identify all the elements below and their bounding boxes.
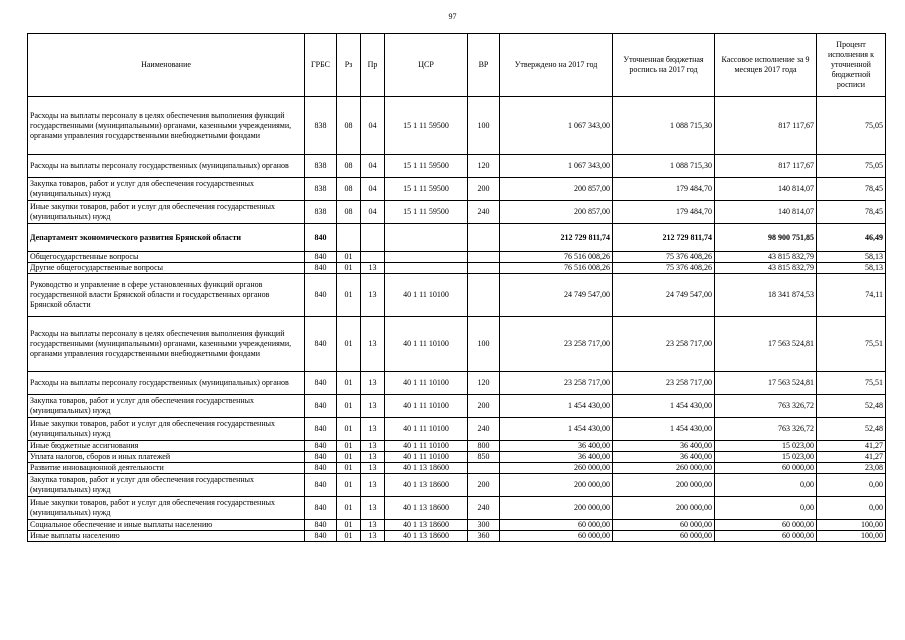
cell-name: Социальное обеспечение и иные выплаты населению [28,520,305,531]
cell-pr: 04 [361,97,385,155]
cell-cash: 140 814,07 [715,178,817,201]
cell-vr [468,252,500,263]
cell-rz: 08 [337,155,361,178]
cell-cash: 763 326,72 [715,418,817,441]
cell-grbs: 840 [305,463,337,474]
cell-vr: 200 [468,474,500,497]
cell-percent: 52,48 [817,418,886,441]
cell-csr: 40 1 11 10100 [385,274,468,317]
table-row [28,317,886,372]
table-row [28,274,886,317]
cell-rz: 01 [337,317,361,372]
cell-rz: 01 [337,520,361,531]
cell-name: Другие общегосударственные вопросы [28,263,305,274]
cell-rz: 08 [337,97,361,155]
table-row [28,441,886,452]
cell-csr: 40 1 11 10100 [385,452,468,463]
cell-vr: 200 [468,395,500,418]
header-approved: Утверждено на 2017 год [500,34,613,97]
header-rz: Рз [337,34,361,97]
cell-approved: 76 516 008,26 [500,252,613,263]
cell-vr: 120 [468,155,500,178]
cell-percent: 0,00 [817,497,886,520]
cell-grbs: 840 [305,224,337,252]
cell-pr: 13 [361,395,385,418]
cell-grbs: 838 [305,97,337,155]
cell-vr: 300 [468,520,500,531]
cell-csr: 40 1 11 10100 [385,441,468,452]
cell-csr: 40 1 13 18600 [385,497,468,520]
cell-grbs: 840 [305,252,337,263]
header-name: Наименование [28,34,305,97]
cell-cash: 140 814,07 [715,201,817,224]
cell-pr: 13 [361,452,385,463]
cell-vr [468,224,500,252]
cell-refined: 36 400,00 [613,452,715,463]
cell-grbs: 838 [305,201,337,224]
cell-pr [361,252,385,263]
header-refined: Уточненная бюджетная роспись на 2017 год [613,34,715,97]
cell-cash: 0,00 [715,497,817,520]
cell-vr: 360 [468,531,500,542]
table-row [28,178,886,201]
cell-pr: 04 [361,201,385,224]
cell-refined: 75 376 408,26 [613,252,715,263]
cell-csr: 40 1 13 18600 [385,531,468,542]
cell-percent: 100,00 [817,520,886,531]
cell-pr: 04 [361,155,385,178]
cell-cash: 817 117,67 [715,155,817,178]
cell-grbs: 840 [305,395,337,418]
cell-pr: 13 [361,520,385,531]
cell-refined: 60 000,00 [613,531,715,542]
cell-pr: 13 [361,274,385,317]
cell-name: Расходы на выплаты персоналу государственных (муниципальных) органов [28,155,305,178]
cell-refined: 179 484,70 [613,178,715,201]
cell-pr: 13 [361,263,385,274]
cell-name: Руководство и управление в сфере установленных функций органов государственной власти Брянской области и государственных органов Брянской области [28,274,305,317]
cell-approved: 1 067 343,00 [500,155,613,178]
cell-refined: 36 400,00 [613,441,715,452]
cell-csr: 40 1 13 18600 [385,474,468,497]
cell-pr: 13 [361,441,385,452]
cell-vr: 800 [468,441,500,452]
cell-name: Иные закупки товаров, работ и услуг для обеспечения государственных (муниципальных) нужд [28,418,305,441]
table-row [28,531,886,542]
cell-pr: 13 [361,372,385,395]
cell-rz: 01 [337,452,361,463]
cell-csr: 15 1 11 59500 [385,97,468,155]
cell-name: Иные закупки товаров, работ и услуг для обеспечения государственных (муниципальных) нужд [28,497,305,520]
cell-refined: 179 484,70 [613,201,715,224]
table-row [28,224,886,252]
cell-approved: 76 516 008,26 [500,263,613,274]
cell-name: Расходы на выплаты персоналу в целях обеспечения выполнения функций государственными (муниципальными) органами, казенными учреждениями, органами управления государственными внебюджетными фондами [28,97,305,155]
cell-approved: 36 400,00 [500,452,613,463]
cell-csr [385,252,468,263]
cell-cash: 60 000,00 [715,520,817,531]
cell-grbs: 838 [305,178,337,201]
cell-vr [468,263,500,274]
cell-name: Закупка товаров, работ и услуг для обеспечения государственных (муниципальных) нужд [28,395,305,418]
cell-approved: 200 000,00 [500,474,613,497]
cell-pr: 13 [361,317,385,372]
cell-approved: 60 000,00 [500,520,613,531]
cell-pr: 13 [361,418,385,441]
cell-rz: 01 [337,418,361,441]
cell-refined: 260 000,00 [613,463,715,474]
cell-grbs: 840 [305,497,337,520]
cell-percent: 75,51 [817,317,886,372]
cell-approved: 1 454 430,00 [500,395,613,418]
cell-cash: 60 000,00 [715,531,817,542]
cell-cash: 817 117,67 [715,97,817,155]
cell-pr: 04 [361,178,385,201]
cell-refined: 75 376 408,26 [613,263,715,274]
cell-percent: 78,45 [817,178,886,201]
cell-approved: 23 258 717,00 [500,372,613,395]
cell-vr: 240 [468,418,500,441]
cell-name: Уплата налогов, сборов и иных платежей [28,452,305,463]
cell-refined: 200 000,00 [613,497,715,520]
cell-approved: 60 000,00 [500,531,613,542]
cell-grbs: 838 [305,155,337,178]
cell-percent: 100,00 [817,531,886,542]
cell-pr: 13 [361,497,385,520]
header-percent: Процент исполнения к уточненной бюджетной росписи [817,34,886,97]
cell-approved: 200 000,00 [500,497,613,520]
cell-vr: 850 [468,452,500,463]
cell-cash: 15 023,00 [715,441,817,452]
cell-refined: 24 749 547,00 [613,274,715,317]
cell-grbs: 840 [305,317,337,372]
cell-rz: 08 [337,178,361,201]
cell-rz: 01 [337,372,361,395]
cell-grbs: 840 [305,441,337,452]
cell-percent: 23,08 [817,463,886,474]
header-pr: Пр [361,34,385,97]
cell-approved: 24 749 547,00 [500,274,613,317]
cell-csr: 40 1 11 10100 [385,317,468,372]
cell-pr: 13 [361,531,385,542]
cell-percent: 75,05 [817,155,886,178]
cell-approved: 200 857,00 [500,178,613,201]
cell-rz: 01 [337,463,361,474]
cell-percent: 74,11 [817,274,886,317]
cell-rz: 08 [337,201,361,224]
cell-cash: 43 815 832,79 [715,252,817,263]
cell-vr: 240 [468,201,500,224]
cell-csr: 15 1 11 59500 [385,201,468,224]
cell-rz: 01 [337,395,361,418]
cell-pr: 13 [361,463,385,474]
cell-refined: 200 000,00 [613,474,715,497]
table-row [28,463,886,474]
cell-csr: 40 1 11 10100 [385,372,468,395]
cell-percent: 78,45 [817,201,886,224]
cell-cash: 17 563 524,81 [715,317,817,372]
cell-grbs: 840 [305,274,337,317]
header-grbs: ГРБС [305,34,337,97]
cell-rz: 01 [337,497,361,520]
table-row [28,497,886,520]
cell-approved: 1 067 343,00 [500,97,613,155]
cell-approved: 1 454 430,00 [500,418,613,441]
cell-csr [385,263,468,274]
table-row [28,263,886,274]
table-row [28,155,886,178]
cell-rz: 01 [337,263,361,274]
cell-approved: 212 729 811,74 [500,224,613,252]
cell-rz: 01 [337,274,361,317]
cell-vr [468,274,500,317]
cell-name: Департамент экономического развития Брянской области [28,224,305,252]
cell-vr: 100 [468,97,500,155]
cell-pr [361,224,385,252]
budget-table [27,33,886,542]
cell-name: Иные закупки товаров, работ и услуг для обеспечения государственных (муниципальных) нужд [28,201,305,224]
cell-name: Закупка товаров, работ и услуг для обеспечения государственных (муниципальных) нужд [28,474,305,497]
cell-name: Расходы на выплаты персоналу в целях обеспечения выполнения функций государственными (муниципальными) органами, казенными учреждениями, органами управления государственными внебюджетными фондами [28,317,305,372]
cell-refined: 1 454 430,00 [613,395,715,418]
cell-approved: 200 857,00 [500,201,613,224]
cell-percent: 75,51 [817,372,886,395]
cell-name: Иные бюджетные ассигнования [28,441,305,452]
table-header [28,34,886,97]
cell-csr: 15 1 11 59500 [385,155,468,178]
cell-rz: 01 [337,441,361,452]
table-row [28,372,886,395]
table-row [28,252,886,263]
cell-cash: 763 326,72 [715,395,817,418]
cell-percent: 41,27 [817,441,886,452]
cell-cash: 18 341 874,53 [715,274,817,317]
cell-pr: 13 [361,474,385,497]
cell-vr: 120 [468,372,500,395]
cell-grbs: 840 [305,520,337,531]
cell-cash: 43 815 832,79 [715,263,817,274]
cell-vr: 200 [468,178,500,201]
table-row [28,452,886,463]
cell-refined: 60 000,00 [613,520,715,531]
cell-approved: 36 400,00 [500,441,613,452]
header-cash: Кассовое исполнение за 9 месяцев 2017 года [715,34,817,97]
cell-percent: 0,00 [817,474,886,497]
cell-refined: 1 088 715,30 [613,155,715,178]
cell-grbs: 840 [305,474,337,497]
cell-refined: 23 258 717,00 [613,317,715,372]
cell-percent: 52,48 [817,395,886,418]
cell-grbs: 840 [305,418,337,441]
cell-rz: 01 [337,531,361,542]
cell-refined: 23 258 717,00 [613,372,715,395]
cell-cash: 17 563 524,81 [715,372,817,395]
cell-name: Развитие инновационной деятельности [28,463,305,474]
cell-grbs: 840 [305,452,337,463]
table-row [28,474,886,497]
cell-csr: 40 1 11 10100 [385,418,468,441]
cell-csr [385,224,468,252]
cell-vr: 240 [468,497,500,520]
cell-rz: 01 [337,474,361,497]
cell-grbs: 840 [305,372,337,395]
table-row [28,520,886,531]
cell-cash: 0,00 [715,474,817,497]
page-number: 97 [448,12,457,21]
cell-refined: 1 088 715,30 [613,97,715,155]
cell-csr: 15 1 11 59500 [385,178,468,201]
cell-cash: 98 900 751,85 [715,224,817,252]
cell-vr: 100 [468,317,500,372]
cell-rz: 01 [337,252,361,263]
cell-refined: 1 454 430,00 [613,418,715,441]
cell-rz [337,224,361,252]
cell-percent: 75,05 [817,97,886,155]
header-csr: ЦСР [385,34,468,97]
table-row [28,97,886,155]
header-vr: ВР [468,34,500,97]
cell-percent: 58,13 [817,263,886,274]
cell-grbs: 840 [305,263,337,274]
cell-name: Расходы на выплаты персоналу государственных (муниципальных) органов [28,372,305,395]
cell-csr: 40 1 11 10100 [385,395,468,418]
cell-grbs: 840 [305,531,337,542]
cell-percent: 46,49 [817,224,886,252]
cell-name: Иные выплаты населению [28,531,305,542]
table-row [28,418,886,441]
cell-csr: 40 1 13 18600 [385,520,468,531]
cell-approved: 260 000,00 [500,463,613,474]
cell-name: Закупка товаров, работ и услуг для обеспечения государственных (муниципальных) нужд [28,178,305,201]
cell-approved: 23 258 717,00 [500,317,613,372]
table-row [28,201,886,224]
cell-percent: 41,27 [817,452,886,463]
cell-vr [468,463,500,474]
cell-csr: 40 1 13 18600 [385,463,468,474]
cell-cash: 60 000,00 [715,463,817,474]
cell-refined: 212 729 811,74 [613,224,715,252]
table-row [28,395,886,418]
cell-percent: 58,13 [817,252,886,263]
cell-name: Общегосударственные вопросы [28,252,305,263]
cell-cash: 15 023,00 [715,452,817,463]
